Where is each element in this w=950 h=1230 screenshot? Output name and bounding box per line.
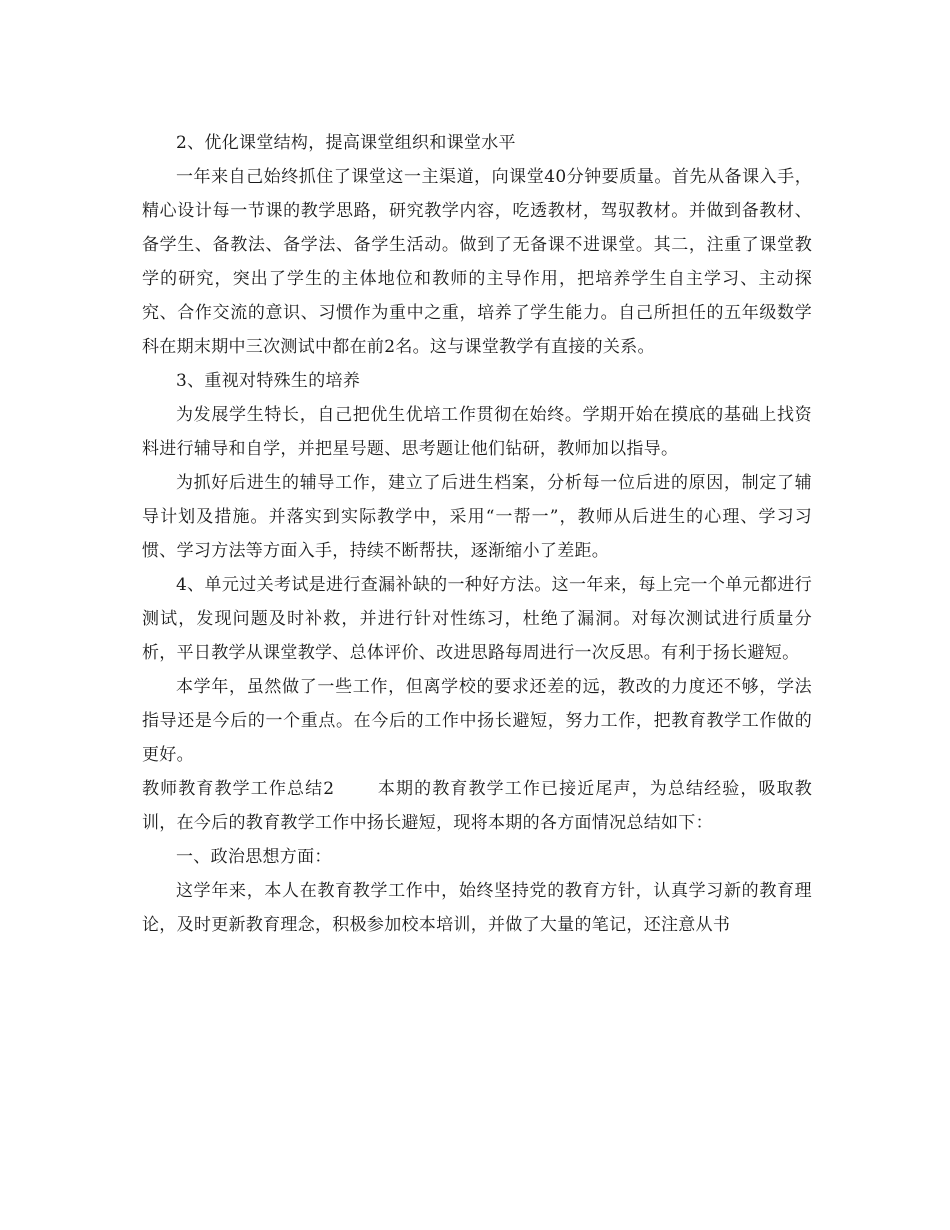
summary-intro-text: 本期的教育教学工作已接近尾声，为总结经验，吸取教训，在今后的教育教学工作中扬长避短，现将本期的各方面情况总结如下： xyxy=(142,779,812,833)
paragraph-unit-tests: 4、单元过关考试是进行查漏补缺的一种好方法。这一年来，每上完一个单元都进行测试，发现问题及时补救，并进行针对性练习，杜绝了漏洞。对每次测试进行质量分析，平日教学从课堂教学、总体评价、改进思路每周进行一次反思。有利于扬长避短。 xyxy=(142,575,812,663)
section-heading-political: 一、政治思想方面： xyxy=(176,847,332,867)
paragraph-reflection: 本学年，虽然做了一些工作，但离学校的要求还差的远，教改的力度还不够，学法指导还是今后的一个重点。在今后的工作中扬长避短，努力工作，把教育教学工作做的更好。 xyxy=(142,677,812,765)
document-body xyxy=(142,126,812,942)
section-heading-3: 3、重视对特殊生的培养 xyxy=(176,371,361,391)
paragraph-classroom-structure: 一年来自己始终抓住了课堂这一主渠道，向课堂40分钟要质量。首先从备课入手，精心设计每一节课的教学思路，研究教学内容，吃透教材，驾驭教材。并做到备教材、备学生、备教法、备学法、备学生活动。做到了无备课不进课堂。其二，注重了课堂教学的研究，突出了学生的主体地位和教师的主导作用，把培养学生自主学习、主动探究、合作交流的意识、习惯作为重中之重，培养了学生能力。自己所担任的五年级数学科在期末期中三次测试中都在前2名。这与课堂教学有直接的关系。 xyxy=(142,167,812,357)
section-heading-2: 2、优化课堂结构，提高课堂组织和课堂水平 xyxy=(176,133,516,153)
paragraph-gifted-students: 为发展学生特长，自己把优生优培工作贯彻在始终。学期开始在摸底的基础上找资料进行辅导和自学，并把星号题、思考题让他们钻研，教师加以指导。 xyxy=(142,405,812,459)
title-gap xyxy=(334,779,378,799)
paragraph-summary-2 xyxy=(142,772,812,840)
paragraph-struggling-students: 为抓好后进生的辅导工作，建立了后进生档案，分析每一位后进的原因，制定了辅导计划及措施。并落实到实际教学中，采用“一帮一”，教师从后进生的心理、学习习惯、学习方法等方面入手，持续不断帮扶，逐渐缩小了差距。 xyxy=(142,473,812,561)
summary-title: 教师教育教学工作总结2 xyxy=(142,779,335,799)
paragraph-political-thought: 这学年来，本人在教育教学工作中，始终坚持党的教育方针，认真学习新的教育理论，及时更新教育理念，积极参加校本培训，并做了大量的笔记，还注意从书 xyxy=(142,881,812,935)
